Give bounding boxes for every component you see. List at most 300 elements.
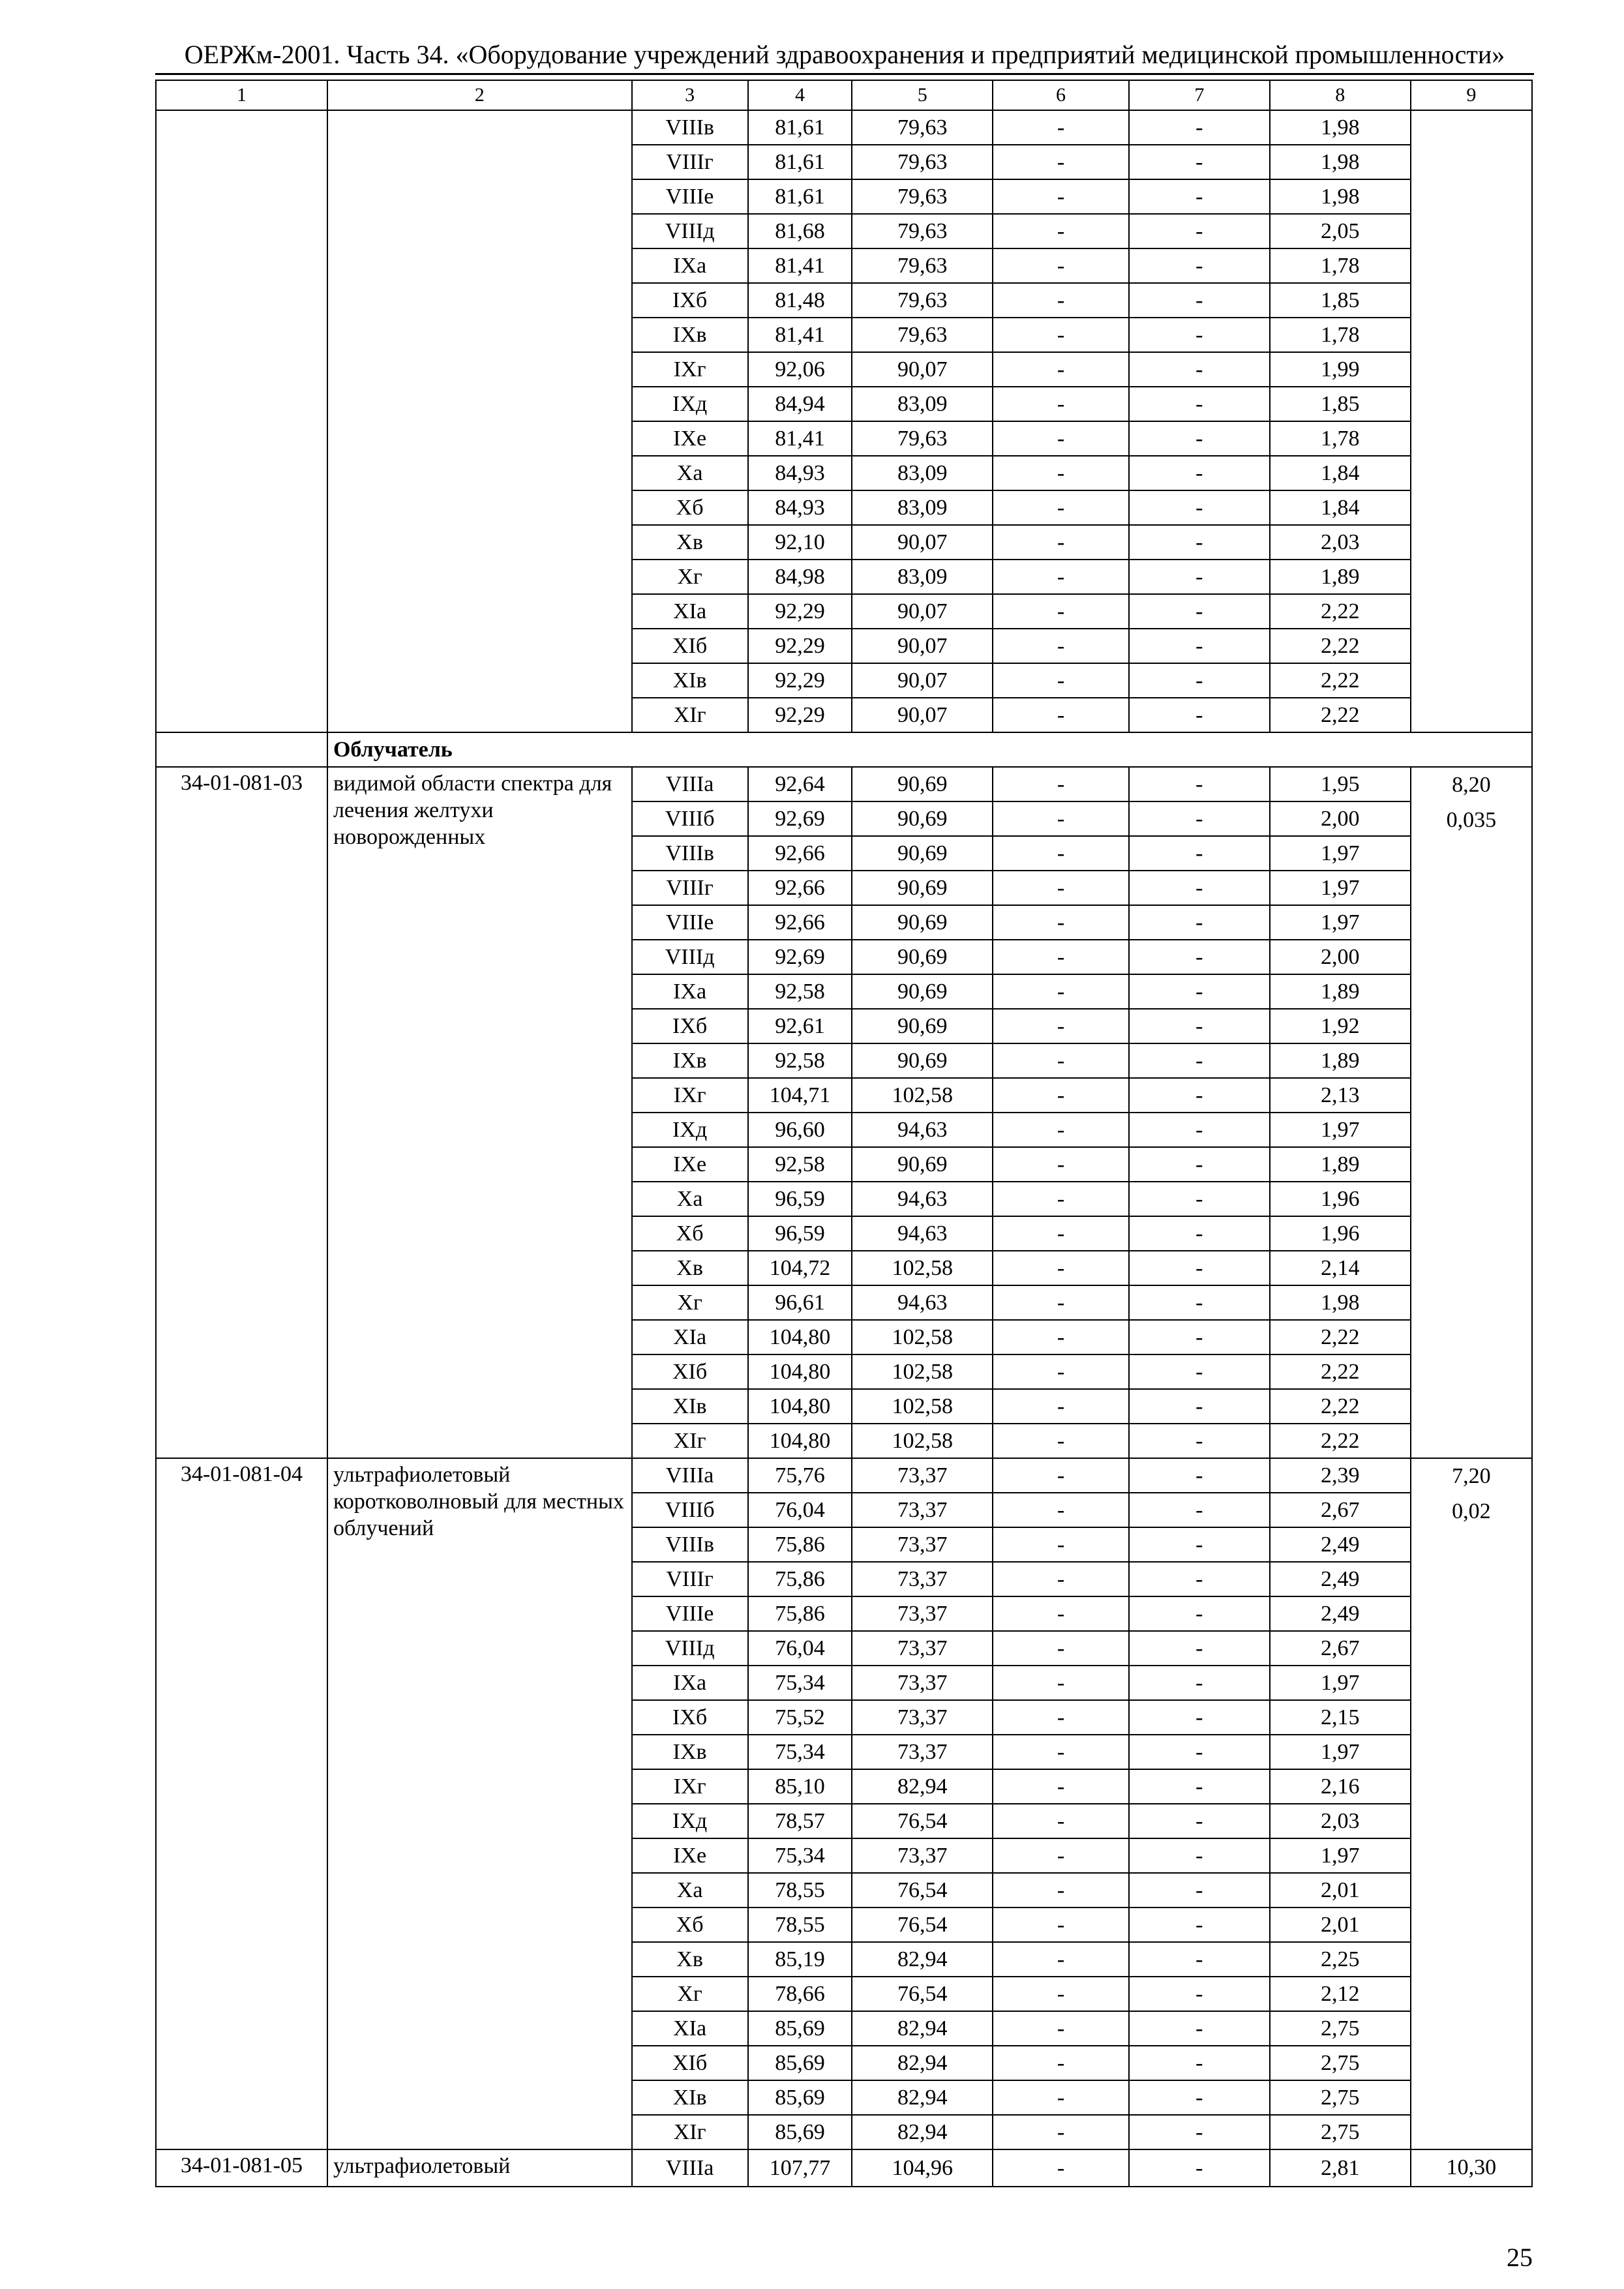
value-cell: - <box>993 248 1129 283</box>
value-cell: 1,85 <box>1270 283 1411 318</box>
value-cell: 76,54 <box>852 1873 993 1908</box>
value-cell: 92,29 <box>748 629 852 663</box>
value-cell: - <box>993 1251 1129 1285</box>
value-cell: 2,03 <box>1270 525 1411 560</box>
value-cell: - <box>1129 490 1270 525</box>
value-cell: - <box>993 1527 1129 1562</box>
value-cell: 76,04 <box>748 1631 852 1666</box>
value-cell: 104,80 <box>748 1354 852 1389</box>
value-cell: 73,37 <box>852 1527 993 1562</box>
table-row <box>156 767 1532 801</box>
value-cell: 1,97 <box>1270 1666 1411 1700</box>
value-cell: - <box>993 1631 1129 1666</box>
value-cell: - <box>1129 905 1270 940</box>
value-cell: - <box>1129 421 1270 456</box>
value-cell: 81,61 <box>748 145 852 179</box>
column-number: 2 <box>327 80 632 110</box>
value-cell: - <box>993 1873 1129 1908</box>
value-cell: - <box>1129 2149 1270 2187</box>
value-cell: - <box>993 974 1129 1009</box>
value-cell: 2,22 <box>1270 629 1411 663</box>
value-cell: - <box>993 2149 1129 2187</box>
value-cell: - <box>1129 1942 1270 1977</box>
value-cell: 104,80 <box>748 1424 852 1458</box>
value-cell: - <box>1129 767 1270 801</box>
value-cell: - <box>1129 318 1270 352</box>
value-cell: - <box>1129 801 1270 836</box>
value-cell: - <box>993 179 1129 214</box>
table-row <box>156 110 1532 145</box>
value-cell: - <box>1129 1700 1270 1735</box>
value-cell: 2,22 <box>1270 1424 1411 1458</box>
value-cell: 90,69 <box>852 836 993 871</box>
zone-cell: VIIIв <box>632 1527 748 1562</box>
item-code <box>156 110 327 732</box>
value-cell: 1,98 <box>1270 145 1411 179</box>
value-cell: - <box>993 1389 1129 1424</box>
zone-cell: XIа <box>632 2011 748 2046</box>
zone-cell: XIб <box>632 1354 748 1389</box>
table-row <box>156 1458 1532 1493</box>
zone-cell: Xг <box>632 1977 748 2011</box>
value-cell: 83,09 <box>852 490 993 525</box>
column-9-cell <box>1411 767 1532 1458</box>
value-cell: 85,69 <box>748 2080 852 2115</box>
value-cell: 1,97 <box>1270 871 1411 905</box>
value-cell: 83,09 <box>852 456 993 490</box>
price-table <box>155 80 1533 2187</box>
value-cell: - <box>1129 1458 1270 1493</box>
value-cell: 79,63 <box>852 145 993 179</box>
value-cell: - <box>993 1666 1129 1700</box>
value-cell: 2,22 <box>1270 698 1411 732</box>
value-cell: 92,69 <box>748 801 852 836</box>
page-number: 25 <box>1507 2243 1533 2272</box>
value-cell: 1,96 <box>1270 1216 1411 1251</box>
value-cell: - <box>1129 974 1270 1009</box>
column-9-value: 0,02 <box>1452 1499 1491 1523</box>
value-cell: - <box>1129 1804 1270 1838</box>
value-cell: 83,09 <box>852 560 993 594</box>
value-cell: 79,63 <box>852 318 993 352</box>
value-cell: 84,93 <box>748 456 852 490</box>
value-cell: 83,09 <box>852 387 993 421</box>
zone-cell: Xв <box>632 525 748 560</box>
value-cell: 2,22 <box>1270 1389 1411 1424</box>
value-cell: 75,34 <box>748 1838 852 1873</box>
value-cell: 73,37 <box>852 1838 993 1873</box>
value-cell: - <box>1129 1527 1270 1562</box>
value-cell: - <box>993 2080 1129 2115</box>
value-cell: 92,29 <box>748 594 852 629</box>
value-cell: 84,98 <box>748 560 852 594</box>
value-cell: 2,00 <box>1270 940 1411 974</box>
zone-cell: IXв <box>632 1735 748 1769</box>
value-cell: 2,67 <box>1270 1493 1411 1527</box>
value-cell: - <box>993 490 1129 525</box>
value-cell: - <box>993 1320 1129 1354</box>
zone-cell: VIIIб <box>632 1493 748 1527</box>
value-cell: - <box>993 1562 1129 1596</box>
item-name: ультрафиолетовый <box>327 2149 632 2187</box>
value-cell: 1,95 <box>1270 767 1411 801</box>
value-cell: 1,89 <box>1270 974 1411 1009</box>
zone-cell: IXб <box>632 1009 748 1043</box>
value-cell: - <box>1129 1424 1270 1458</box>
value-cell: - <box>993 1285 1129 1320</box>
value-cell: 73,37 <box>852 1666 993 1700</box>
zone-cell: IXб <box>632 1700 748 1735</box>
value-cell: 2,00 <box>1270 801 1411 836</box>
value-cell: 1,97 <box>1270 1113 1411 1147</box>
value-cell: 90,69 <box>852 974 993 1009</box>
column-9-cell <box>1411 110 1532 732</box>
zone-cell: IXа <box>632 1666 748 1700</box>
zone-cell: IXг <box>632 1769 748 1804</box>
value-cell: 1,98 <box>1270 179 1411 214</box>
value-cell: 1,89 <box>1270 560 1411 594</box>
value-cell: 90,07 <box>852 594 993 629</box>
value-cell: - <box>993 2011 1129 2046</box>
value-cell: 104,80 <box>748 1389 852 1424</box>
value-cell: - <box>1129 594 1270 629</box>
value-cell: - <box>1129 525 1270 560</box>
zone-cell: XIв <box>632 663 748 698</box>
value-cell: 2,67 <box>1270 1631 1411 1666</box>
value-cell: - <box>993 1424 1129 1458</box>
column-number: 7 <box>1129 80 1270 110</box>
column-9-value: 0,035 <box>1446 807 1497 832</box>
value-cell: - <box>1129 698 1270 732</box>
value-cell: - <box>1129 560 1270 594</box>
value-cell: 96,61 <box>748 1285 852 1320</box>
value-cell: - <box>993 283 1129 318</box>
value-cell: - <box>993 1804 1129 1838</box>
value-cell: - <box>993 1216 1129 1251</box>
value-cell: - <box>993 836 1129 871</box>
value-cell: - <box>993 145 1129 179</box>
value-cell: 1,92 <box>1270 1009 1411 1043</box>
value-cell: 92,58 <box>748 1147 852 1182</box>
zone-cell: XIб <box>632 629 748 663</box>
value-cell: - <box>993 1838 1129 1873</box>
value-cell: - <box>993 1942 1129 1977</box>
value-cell: - <box>1129 248 1270 283</box>
value-cell: - <box>1129 1285 1270 1320</box>
value-cell: 73,37 <box>852 1458 993 1493</box>
value-cell: 92,29 <box>748 698 852 732</box>
value-cell: 92,61 <box>748 1009 852 1043</box>
value-cell: 79,63 <box>852 214 993 248</box>
document-header: ОЕРЖм-2001. Часть 34. «Оборудование учреждений здравоохранения и предприятий медицинской промышленности» <box>184 40 1505 69</box>
value-cell: - <box>993 1009 1129 1043</box>
zone-cell: IXа <box>632 974 748 1009</box>
value-cell: - <box>993 387 1129 421</box>
zone-cell: XIа <box>632 594 748 629</box>
value-cell: 1,98 <box>1270 110 1411 145</box>
value-cell: - <box>1129 1354 1270 1389</box>
value-cell: - <box>1129 1009 1270 1043</box>
value-cell: 1,97 <box>1270 1838 1411 1873</box>
zone-cell: VIIIд <box>632 214 748 248</box>
column-9-cell <box>1411 2149 1532 2187</box>
value-cell: 2,39 <box>1270 1458 1411 1493</box>
value-cell: 90,69 <box>852 871 993 905</box>
value-cell: 1,97 <box>1270 905 1411 940</box>
value-cell: 96,59 <box>748 1182 852 1216</box>
value-cell: - <box>993 1908 1129 1942</box>
value-cell: 94,63 <box>852 1285 993 1320</box>
value-cell: - <box>1129 145 1270 179</box>
zone-cell: VIIIд <box>632 940 748 974</box>
value-cell: 79,63 <box>852 421 993 456</box>
value-cell: 107,77 <box>748 2149 852 2187</box>
value-cell: 1,89 <box>1270 1147 1411 1182</box>
value-cell: - <box>993 352 1129 387</box>
zone-cell: IXд <box>632 1804 748 1838</box>
value-cell: - <box>1129 179 1270 214</box>
value-cell: 2,49 <box>1270 1596 1411 1631</box>
value-cell: 2,22 <box>1270 594 1411 629</box>
value-cell: - <box>1129 1908 1270 1942</box>
section-title-row <box>156 732 1532 767</box>
value-cell: 2,14 <box>1270 1251 1411 1285</box>
column-9-cell <box>1411 1458 1532 2149</box>
item-code: 34-01-081-03 <box>156 767 327 1458</box>
value-cell: - <box>1129 2011 1270 2046</box>
zone-cell: VIIIг <box>632 871 748 905</box>
value-cell: 90,69 <box>852 801 993 836</box>
zone-cell: IXе <box>632 421 748 456</box>
zone-cell: XIв <box>632 1389 748 1424</box>
value-cell: - <box>1129 1251 1270 1285</box>
value-cell: 104,80 <box>748 1320 852 1354</box>
value-cell: 76,54 <box>852 1908 993 1942</box>
value-cell: 102,58 <box>852 1251 993 1285</box>
value-cell: 2,03 <box>1270 1804 1411 1838</box>
zone-cell: VIIIа <box>632 1458 748 1493</box>
value-cell: 92,69 <box>748 940 852 974</box>
value-cell: - <box>993 698 1129 732</box>
zone-cell: IXе <box>632 1147 748 1182</box>
zone-cell: Xб <box>632 490 748 525</box>
value-cell: - <box>1129 1216 1270 1251</box>
value-cell: - <box>1129 110 1270 145</box>
value-cell: 102,58 <box>852 1078 993 1113</box>
value-cell: 1,89 <box>1270 1043 1411 1078</box>
value-cell: 104,72 <box>748 1251 852 1285</box>
column-number-row <box>156 80 1532 110</box>
value-cell: - <box>993 110 1129 145</box>
zone-cell: Xб <box>632 1908 748 1942</box>
value-cell: - <box>1129 663 1270 698</box>
zone-cell: IXб <box>632 283 748 318</box>
column-number: 5 <box>852 80 993 110</box>
value-cell: - <box>993 663 1129 698</box>
zone-cell: Xв <box>632 1251 748 1285</box>
value-cell: 92,58 <box>748 974 852 1009</box>
value-cell: 2,49 <box>1270 1562 1411 1596</box>
zone-cell: XIг <box>632 2115 748 2149</box>
value-cell: 2,22 <box>1270 1354 1411 1389</box>
value-cell: - <box>993 1147 1129 1182</box>
section-title: Облучатель <box>327 732 1532 767</box>
value-cell: - <box>1129 836 1270 871</box>
value-cell: 81,68 <box>748 214 852 248</box>
value-cell: 85,10 <box>748 1769 852 1804</box>
value-cell: 94,63 <box>852 1113 993 1147</box>
zone-cell: IXв <box>632 318 748 352</box>
zone-cell: VIIIа <box>632 767 748 801</box>
section-title-blank <box>156 732 327 767</box>
value-cell: - <box>993 525 1129 560</box>
value-cell: 81,48 <box>748 283 852 318</box>
value-cell: 90,07 <box>852 698 993 732</box>
zone-cell: VIIIе <box>632 1596 748 1631</box>
zone-cell: VIIIд <box>632 1631 748 1666</box>
value-cell: 2,16 <box>1270 1769 1411 1804</box>
value-cell: - <box>993 1113 1129 1147</box>
zone-cell: Xа <box>632 456 748 490</box>
value-cell: 78,55 <box>748 1873 852 1908</box>
value-cell: 1,85 <box>1270 387 1411 421</box>
value-cell: - <box>993 1043 1129 1078</box>
value-cell: 73,37 <box>852 1493 993 1527</box>
value-cell: - <box>1129 2046 1270 2080</box>
zone-cell: VIIIе <box>632 179 748 214</box>
value-cell: 90,69 <box>852 940 993 974</box>
column-number: 9 <box>1411 80 1532 110</box>
value-cell: - <box>993 2046 1129 2080</box>
value-cell: - <box>1129 1043 1270 1078</box>
item-code: 34-01-081-05 <box>156 2149 327 2187</box>
zone-cell: VIIIв <box>632 110 748 145</box>
value-cell: 92,06 <box>748 352 852 387</box>
value-cell: 94,63 <box>852 1182 993 1216</box>
zone-cell: Xа <box>632 1873 748 1908</box>
value-cell: - <box>1129 871 1270 905</box>
value-cell: 2,49 <box>1270 1527 1411 1562</box>
value-cell: 90,69 <box>852 1147 993 1182</box>
value-cell: 81,61 <box>748 110 852 145</box>
value-cell: - <box>1129 1838 1270 1873</box>
value-cell: 75,86 <box>748 1596 852 1631</box>
value-cell: - <box>1129 2115 1270 2149</box>
value-cell: 90,07 <box>852 663 993 698</box>
value-cell: 90,69 <box>852 767 993 801</box>
value-cell: - <box>993 1700 1129 1735</box>
value-cell: 73,37 <box>852 1700 993 1735</box>
zone-cell: VIIIг <box>632 145 748 179</box>
value-cell: 82,94 <box>852 2011 993 2046</box>
column-number: 3 <box>632 80 748 110</box>
value-cell: - <box>1129 1631 1270 1666</box>
value-cell: 1,96 <box>1270 1182 1411 1216</box>
value-cell: - <box>993 1596 1129 1631</box>
value-cell: 1,78 <box>1270 421 1411 456</box>
value-cell: - <box>993 2115 1129 2149</box>
value-cell: 2,05 <box>1270 214 1411 248</box>
value-cell: 92,10 <box>748 525 852 560</box>
value-cell: 2,15 <box>1270 1700 1411 1735</box>
zone-cell: IXд <box>632 1113 748 1147</box>
zone-cell: Xв <box>632 1942 748 1977</box>
value-cell: 78,55 <box>748 1908 852 1942</box>
value-cell: 81,61 <box>748 179 852 214</box>
value-cell: - <box>1129 1769 1270 1804</box>
column-9-value: 10,30 <box>1446 2155 1497 2179</box>
zone-cell: IXв <box>632 1043 748 1078</box>
zone-cell: VIIIа <box>632 2149 748 2187</box>
value-cell: 92,64 <box>748 767 852 801</box>
column-9-value: 8,20 <box>1452 773 1491 797</box>
value-cell: 75,34 <box>748 1666 852 1700</box>
value-cell: 73,37 <box>852 1562 993 1596</box>
value-cell: - <box>993 1458 1129 1493</box>
value-cell: 102,58 <box>852 1389 993 1424</box>
value-cell: 1,84 <box>1270 490 1411 525</box>
zone-cell: VIIIв <box>632 836 748 871</box>
value-cell: 102,58 <box>852 1354 993 1389</box>
value-cell: 76,04 <box>748 1493 852 1527</box>
value-cell: 81,41 <box>748 421 852 456</box>
value-cell: 1,84 <box>1270 456 1411 490</box>
value-cell: - <box>993 1769 1129 1804</box>
value-cell: - <box>1129 1493 1270 1527</box>
value-cell: - <box>993 560 1129 594</box>
value-cell: 90,69 <box>852 1043 993 1078</box>
value-cell: 75,52 <box>748 1700 852 1735</box>
value-cell: 92,66 <box>748 836 852 871</box>
value-cell: 92,29 <box>748 663 852 698</box>
value-cell: 2,75 <box>1270 2046 1411 2080</box>
value-cell: 85,69 <box>748 2115 852 2149</box>
value-cell: 82,94 <box>852 1769 993 1804</box>
value-cell: 73,37 <box>852 1631 993 1666</box>
value-cell: - <box>1129 352 1270 387</box>
value-cell: 84,93 <box>748 490 852 525</box>
value-cell: - <box>1129 1182 1270 1216</box>
value-cell: 85,69 <box>748 2046 852 2080</box>
item-code: 34-01-081-04 <box>156 1458 327 2149</box>
value-cell: 75,76 <box>748 1458 852 1493</box>
value-cell: 2,22 <box>1270 1320 1411 1354</box>
value-cell: - <box>993 767 1129 801</box>
value-cell: 82,94 <box>852 1942 993 1977</box>
value-cell: 1,98 <box>1270 1285 1411 1320</box>
value-cell: - <box>1129 214 1270 248</box>
value-cell: 82,94 <box>852 2046 993 2080</box>
zone-cell: IXг <box>632 1078 748 1113</box>
value-cell: 82,94 <box>852 2115 993 2149</box>
value-cell: - <box>993 801 1129 836</box>
zone-cell: XIг <box>632 698 748 732</box>
value-cell: - <box>1129 1389 1270 1424</box>
value-cell: - <box>993 1493 1129 1527</box>
value-cell: - <box>1129 387 1270 421</box>
value-cell: 96,59 <box>748 1216 852 1251</box>
value-cell: - <box>1129 1735 1270 1769</box>
zone-cell: VIIIб <box>632 801 748 836</box>
value-cell: 2,12 <box>1270 1977 1411 2011</box>
value-cell: 92,66 <box>748 871 852 905</box>
value-cell: 78,66 <box>748 1977 852 2011</box>
zone-cell: Xг <box>632 560 748 594</box>
value-cell: 73,37 <box>852 1596 993 1631</box>
value-cell: - <box>1129 2080 1270 2115</box>
zone-cell: XIв <box>632 2080 748 2115</box>
value-cell: 92,66 <box>748 905 852 940</box>
